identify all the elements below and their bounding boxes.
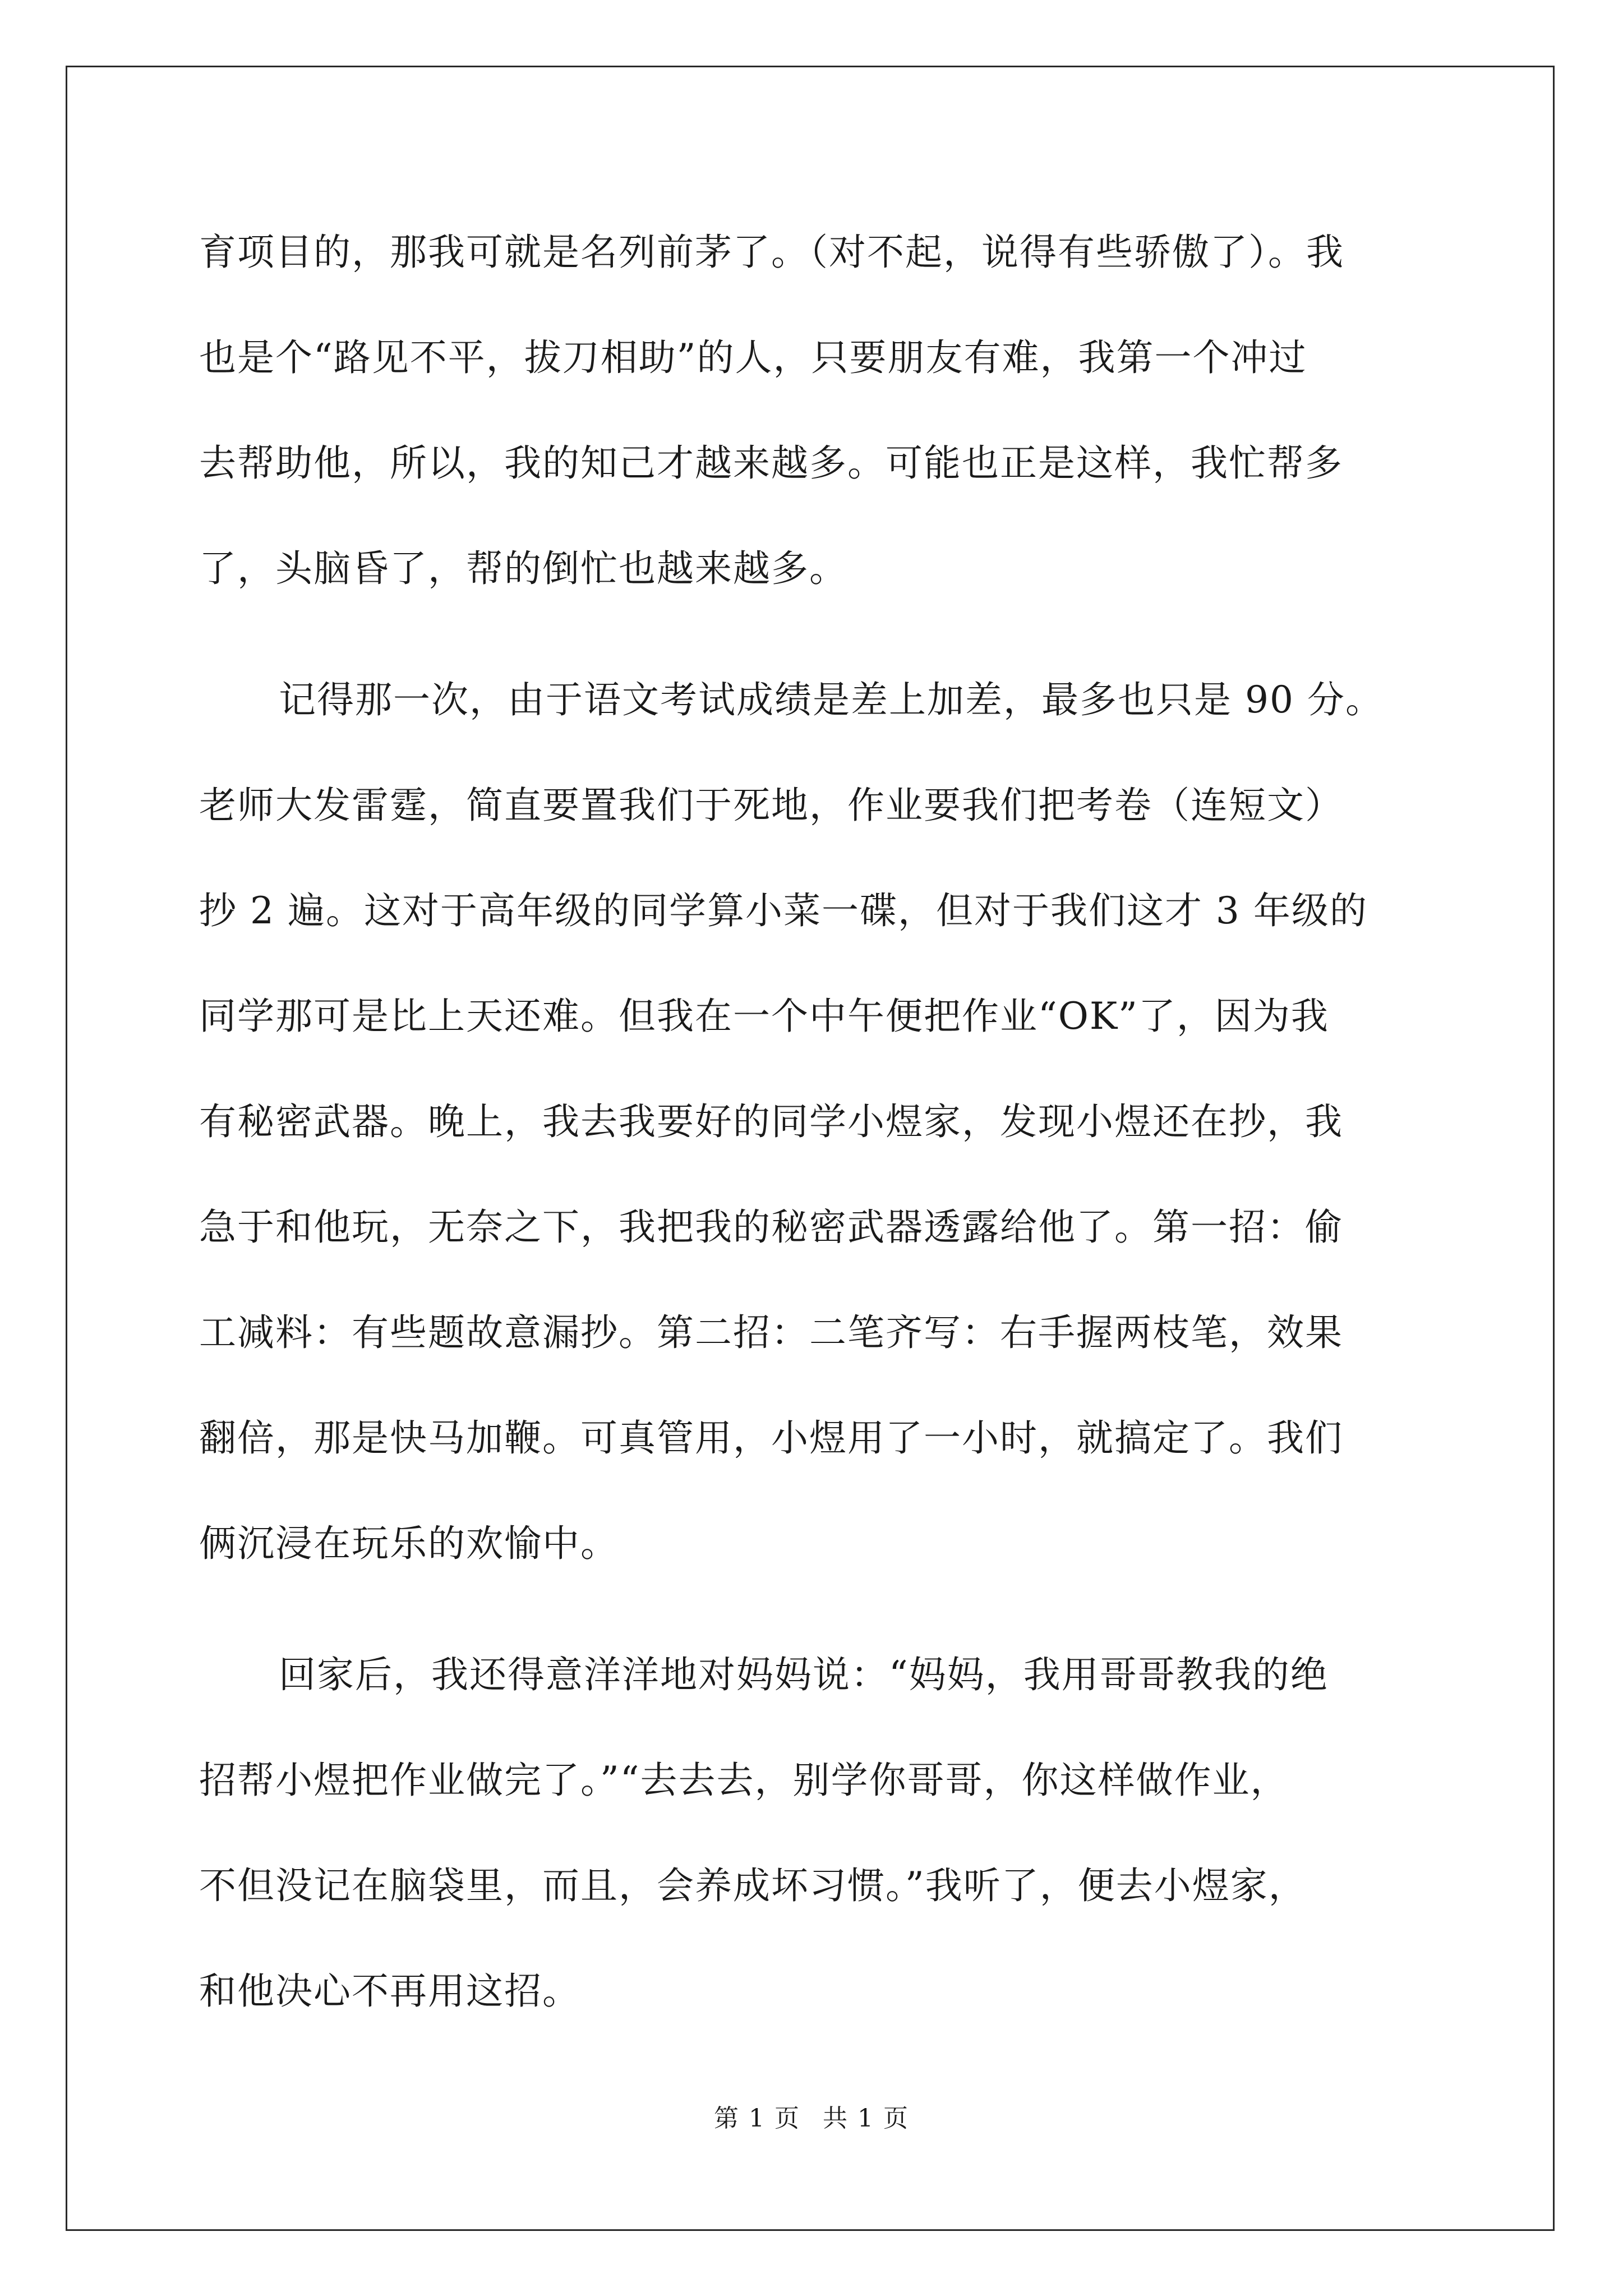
text-line: 工减料：有些题故意漏抄。第二招：二笔齐写：右手握两枝笔，效果 (199, 1311, 1343, 1354)
page-number: 第 1 页 (714, 2104, 800, 2133)
text-line: 急于和他玩，无奈之下，我把我的秘密武器透露给他了。第一招：偷 (199, 1205, 1343, 1249)
text-line: 记得那一次，由于语文考试成绩是差上加差，最多也只是 90 分。 (279, 678, 1384, 721)
text-line: 也是个“路见不平，拔刀相助”的人，只要朋友有难，我第一个冲过 (199, 336, 1307, 379)
page-total: 共 1 页 (823, 2104, 909, 2133)
text-line: 抄 2 遍。这对于高年级的同学算小菜一碟，但对于我们这才 3 年级的 (199, 889, 1368, 932)
text-line: 有秘密武器。晚上，我去我要好的同学小煜家，发现小煜还在抄，我 (199, 1100, 1343, 1143)
text-line: 招帮小煜把作业做完了。”“去去去，别学你哥哥，你这样做作业， (199, 1759, 1289, 1802)
text-line: 了，头脑昏了，帮的倒忙也越来越多。 (199, 547, 847, 590)
text-line: 育项目的，那我可就是名列前茅了。（对不起，说得有些骄傲了）。我 (199, 231, 1344, 274)
text-line: 不但没记在脑袋里，而且，会养成坏习惯。”我听了，便去小煜家， (199, 1864, 1307, 1907)
text-line: 回家后，我还得意洋洋地对妈妈说：“妈妈，我用哥哥教我的绝 (279, 1653, 1329, 1696)
text-line: 同学那可是比上天还难。但我在一个中午便把作业“OK”了，因为我 (199, 995, 1329, 1038)
text-line: 老师大发雷霆，简直要置我们于死地，作业要我们把考卷（连短文） (199, 784, 1343, 827)
text-line: 翻倍，那是快马加鞭。可真管用，小煜用了一小时，就搞定了。我们 (199, 1416, 1343, 1460)
document-body (199, 222, 1427, 2066)
text-line: 俩沉浸在玩乐的欢愉中。 (199, 1522, 619, 1565)
page-footer (0, 2098, 1623, 2134)
text-line: 去帮助他，所以，我的知己才越来越多。可能也正是这样，我忙帮多 (199, 441, 1343, 485)
text-line: 和他决心不再用这招。 (199, 1970, 580, 2013)
